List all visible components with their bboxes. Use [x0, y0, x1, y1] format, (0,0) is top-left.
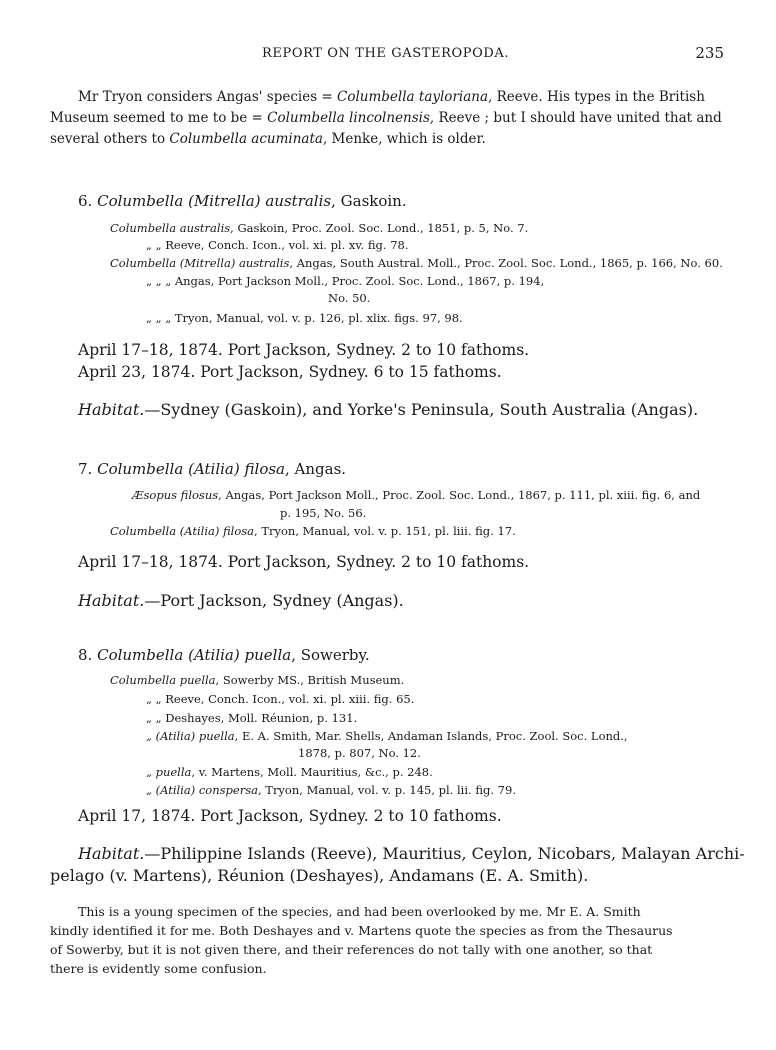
synonymy-line: Columbella (Mitrella) australis, Angas, South Austral. Moll., Proc. Zool. Soc. Lond., 1865, p. 166, No. 60. [110, 256, 723, 270]
intro-line: Mr Tryon considers Angas' species = Columbella tayloriana, Reeve. His types in the British [78, 89, 705, 105]
running-title: REPORT ON THE GASTEROPODA. [262, 46, 510, 61]
record-line: April 17–18, 1874. Port Jackson, Sydney. 2 to 10 fathoms. [78, 341, 530, 359]
synonymy-line: Columbella (Atilia) filosa, Tryon, Manual, vol. v. p. 151, pl. liii. fig. 17. [110, 524, 516, 538]
synonymy-line: 1878, p. 807, No. 12. [298, 746, 421, 760]
synonymy-line: Columbella puella, Sowerby MS., British Museum. [110, 673, 405, 687]
note-line: This is a young specimen of the species, and had been overlooked by me. Mr E. A. Smith [78, 904, 641, 919]
habitat-line: Habitat.—Sydney (Gaskoin), and Yorke's Peninsula, South Australia (Angas). [78, 400, 699, 419]
intro-line: Museum seemed to me to be = Columbella lincolnensis, Reeve ; but I should have united that and [50, 110, 722, 126]
note-line: of Sowerby, but it is not given there, and their references do not tally with one another, so that [50, 942, 653, 957]
habitat-line: Habitat.—Philippine Islands (Reeve), Mauritius, Ceylon, Nicobars, Malayan Archi- [78, 844, 745, 863]
intro-line: several others to Columbella acuminata, Menke, which is older. [50, 131, 486, 147]
synonymy-line: „ „ Reeve, Conch. Icon., vol. xi. pl. xv. fig. 78. [146, 238, 409, 252]
habitat-line: Habitat.—Port Jackson, Sydney (Angas). [78, 591, 404, 610]
synonymy-line: p. 195, No. 56. [280, 506, 367, 520]
page-number: 235 [695, 44, 724, 62]
synonymy-line: „ (Atilia) conspersa, Tryon, Manual, vol. v. p. 145, pl. lii. fig. 79. [146, 783, 516, 797]
synonymy-line: „ „ „ Tryon, Manual, vol. v. p. 126, pl. xlix. figs. 97, 98. [146, 311, 463, 325]
record-line: April 23, 1874. Port Jackson, Sydney. 6 to 15 fathoms. [78, 363, 502, 381]
synonymy-line: „ „ Reeve, Conch. Icon., vol. xi. pl. xiii. fig. 65. [146, 692, 415, 706]
record-line: April 17–18, 1874. Port Jackson, Sydney. 2 to 10 fathoms. [78, 553, 530, 571]
synonymy-line: Æsopus filosus, Angas, Port Jackson Moll., Proc. Zool. Soc. Lond., 1867, p. 111, pl. xiii. fig. 6, and [132, 488, 701, 502]
synonymy-line: No. 50. [328, 291, 371, 305]
species-heading: 6. Columbella (Mitrella) australis, Gaskoin. [78, 192, 407, 210]
species-heading: 7. Columbella (Atilia) filosa, Angas. [78, 460, 347, 478]
record-line: April 17, 1874. Port Jackson, Sydney. 2 to 10 fathoms. [78, 807, 502, 825]
habitat-line: pelago (v. Martens), Réunion (Deshayes), Andamans (E. A. Smith). [50, 866, 589, 885]
note-line: there is evidently some confusion. [50, 961, 267, 976]
species-heading: 8. Columbella (Atilia) puella, Sowerby. [78, 646, 370, 664]
synonymy-line: „ „ Deshayes, Moll. Réunion, p. 131. [146, 711, 358, 725]
running-header [0, 46, 776, 68]
synonymy-line: „ puella, v. Martens, Moll. Mauritius, &c., p. 248. [146, 765, 433, 779]
synonymy-line: „ (Atilia) puella, E. A. Smith, Mar. Shells, Andaman Islands, Proc. Zool. Soc. Lond., [146, 729, 628, 743]
synonymy-line: Columbella australis, Gaskoin, Proc. Zool. Soc. Lond., 1851, p. 5, No. 7. [110, 221, 529, 235]
note-line: kindly identified it for me. Both Deshayes and v. Martens quote the species as from the Thesaurus [50, 923, 673, 938]
synonymy-line: „ „ „ Angas, Port Jackson Moll., Proc. Zool. Soc. Lond., 1867, p. 194, [146, 274, 545, 288]
